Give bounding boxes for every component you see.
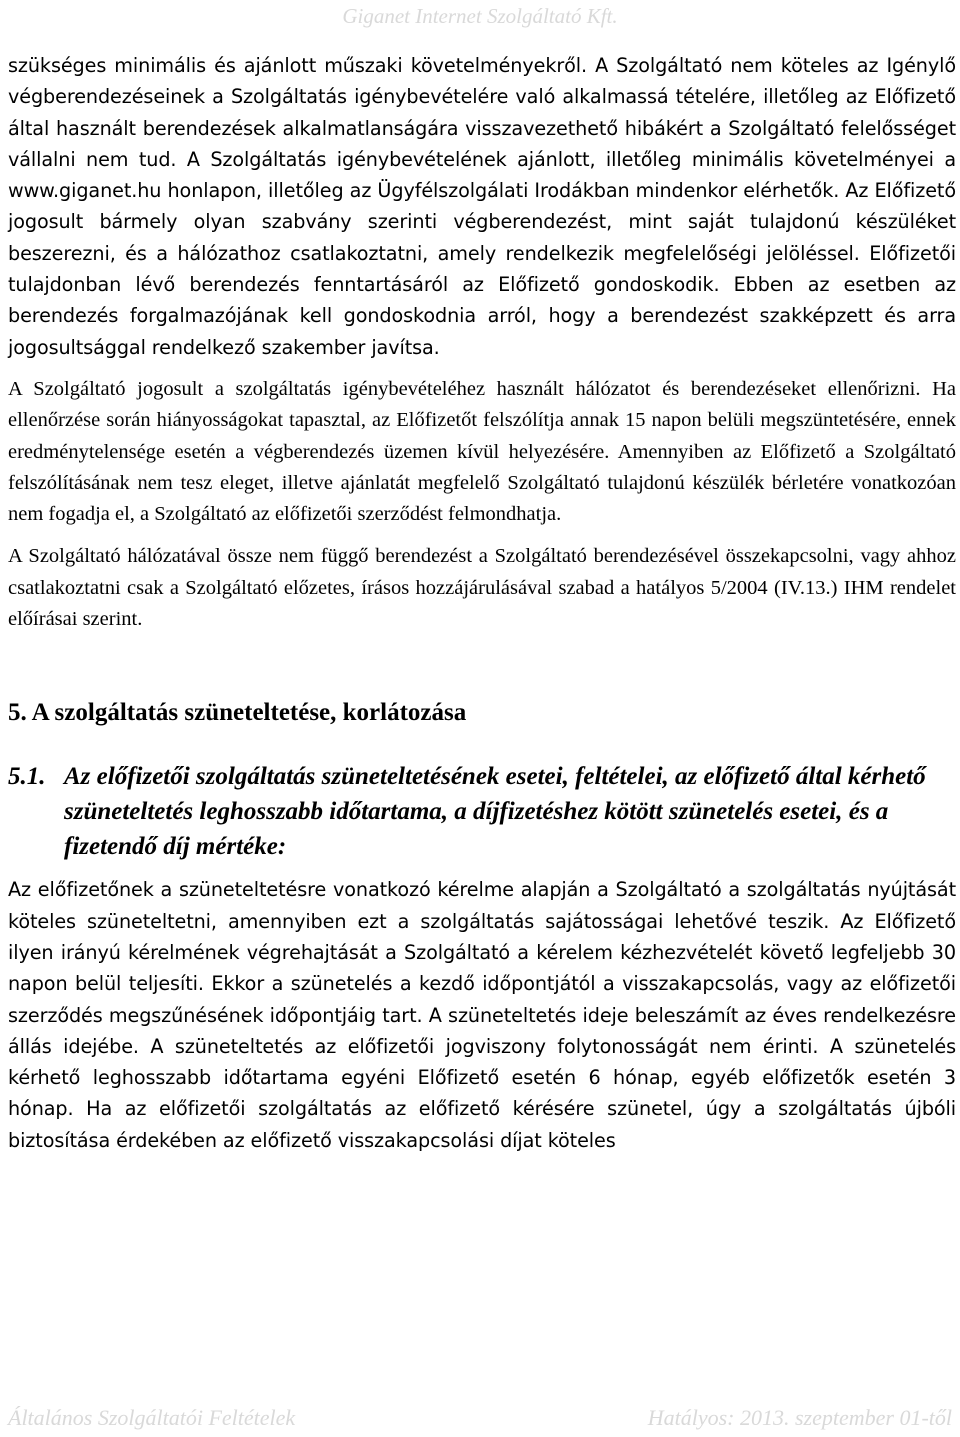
footer-document-title: Általános Szolgáltatói Feltételek bbox=[8, 1405, 296, 1430]
page-header: Giganet Internet Szolgáltató Kft. bbox=[342, 4, 618, 28]
subsection-number: 5.1. bbox=[8, 763, 46, 791]
paragraph-device-connection: A Szolgáltató hálózatával össze nem függő berendezést a Szolgáltató berendezésével összekapcsolni, vagy ahhoz csatlakoztatni csak a Szolgáltató előzetes, írásos hozzájárulásával szabad a hatályos 5/2004 (IV.13.) IHM rendelet előírásai szerint. bbox=[8, 545, 956, 631]
section-heading-suspension: 5. A szolgáltatás szüneteltetése, korlátozása bbox=[8, 699, 467, 727]
paragraph-equipment-requirements: szükséges minimális és ajánlott műszaki követelményekről. A Szolgáltató nem köteles az Igénylő végberendezéseinek a Szolgáltatás igénybevételére való alkalmassá tételére, illetőleg az Előfizető által használt berendezések alkalmatlanságára visszavezethető hibákért a Szolgáltató felelősséget vállalni nem tud. A Szolgáltatás igénybevételének ajánlott, illetőleg minimális követelményei a www.giganet.hu honlapon, illetőleg az Ügyfélszolgálati Irodákban mindenkor elérhetők. Az Előfizető jogosult bármely olyan szabvány szerinti végberendezést, mint saját tulajdonú készüléket beszerezni, és a hálózathoz csatlakoztatni, amely rendelkezik megfelelőségi jelöléssel. Előfizetői tulajdonban lévő berendezés fenntartásáról az Előfizető gondoskodik. Ebben az esetben az berendezés forgalmazójának kell gondoskodnia arról, hogy a berendezést szakképzett és arra jogosultsággal rendelkező szakember javítsa. bbox=[8, 54, 956, 359]
paragraph-suspension-rules: Az előfizetőnek a szüneteltetésre vonatkozó kérelme alapján a Szolgáltató a szolgáltatás nyújtását köteles szüneteltetni, amennyiben ezt a szolgáltatás sajátosságai lehetővé teszik. Az Előfizető ilyen irányú kérelmének végrehajtását a Szolgáltató a kérelem kézhezvételét követő legfeljebb 30 napon belül teljesíti. Ekkor a szünetelés a kezdő időpontjától a visszakapcsolás, vagy az előfizetői szerződés megszűnésének időpontjáig tart. A szüneteltetés ideje beleszámít az éves rendelkezésre állás idejébe. A szüneteltetés az előfizetői jogviszony folytonosságát nem érinti. A szünetelés kérhető leghosszabb időtartama egyéni Előfizető esetén 6 hónap, egyéb előfizetők esetén 3 hónap. Ha az előfizetői szolgáltatás az előfizető kérésére szünetel, úgy a szolgáltatás újbóli biztosítása érdekében az előfizető visszakapcsolási díjat köteles bbox=[8, 878, 956, 1152]
paragraph-network-inspection: A Szolgáltató jogosult a szolgáltatás igénybevételéhez használt hálózatot és berendezéseket ellenőrizni. Ha ellenőrzése során hiányosságokat tapasztal, az Előfizetőt felszólítja annak 15 napon belüli megszüntetésére, ennek eredménytelensége esetén a végberendezés üzemen kívül helyezésére. Amennyiben az Előfizető a Szolgáltató felszólításának nem tesz eleget, illetve ajánlatát megfelelő Szolgáltató tulajdonú készülék bérletére vonatkozóan nem fogadja el, a Szolgáltató az előfizetői szerződést felmondhatja. bbox=[8, 377, 956, 526]
subsection-heading bbox=[8, 759, 956, 864]
document-body bbox=[8, 50, 956, 1156]
footer-effective-date: Hatályos: 2013. szeptember 01-től bbox=[647, 1405, 952, 1430]
subsection-title: Az előfizetői szolgáltatás szüneteltetésének esetei, feltételei, az előfizető által kérhető szüneteltetés leghosszabb időtartama, a díjfizetéshez kötött szünetelés esetei, és a fizetendő díj mértéke: bbox=[64, 763, 926, 861]
